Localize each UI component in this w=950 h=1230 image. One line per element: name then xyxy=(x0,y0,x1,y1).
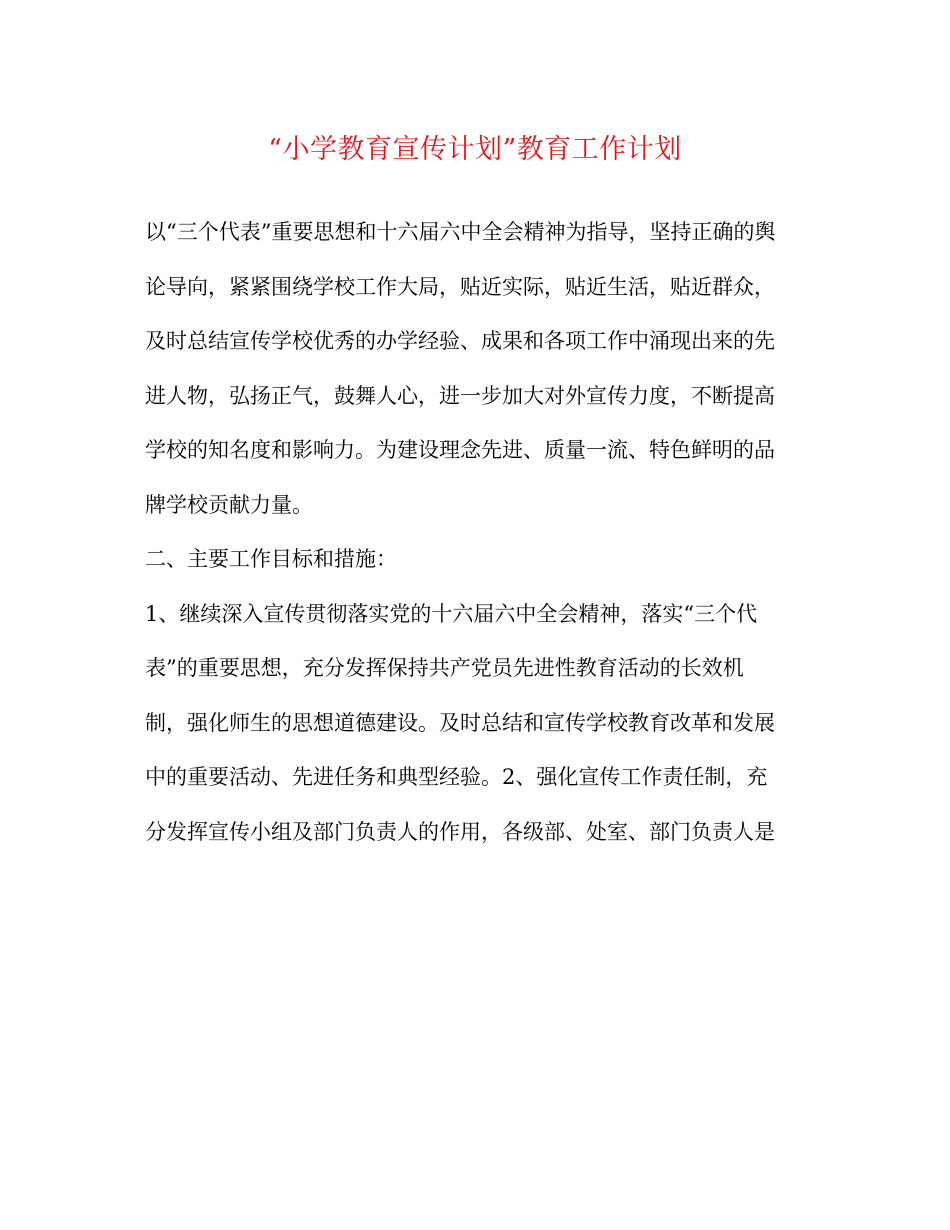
body-line: 论导向，紧紧围绕学校工作大局，贴近实际，贴近生活，贴近群众， xyxy=(145,274,775,299)
body-line: 1、继续深入宣传贯彻落实党的十六届六中全会精神，落实“三个代 xyxy=(145,601,758,626)
body-line: 分发挥宣传小组及部门负责人的作用，各级部、处室、部门负责人是 xyxy=(145,819,775,844)
body-line: 制，强化师生的思想道德建设。及时总结和宣传学校教育改革和发展 xyxy=(145,710,775,735)
body-line: 以“三个代表”重要思想和十六届六中全会精神为指导，坚持正确的舆 xyxy=(145,220,776,244)
body-line: 进人物，弘扬正气，鼓舞人心，进一步加大对外宣传力度，不断提高 xyxy=(145,383,775,408)
body-line: 学校的知名度和影响力。为建设理念先进、质量一流、特色鲜明的品 xyxy=(145,438,775,462)
body-line: 中的重要活动、先进任务和典型经验。2、强化宣传工作责任制，充 xyxy=(145,765,768,789)
document-body xyxy=(145,210,805,864)
body-line: 表”的重要思想，充分发挥保持共产党员先进性教育活动的长效机 xyxy=(145,656,744,680)
body-line: 牌学校贡献力量。 xyxy=(145,492,313,517)
document-title: “小学教育宣传计划”教育工作计划 xyxy=(268,134,682,165)
section-heading: 二、主要工作目标和措施： xyxy=(145,547,397,571)
body-line: 及时总结宣传学校优秀的办学经验、成果和各项工作中涌现出来的先 xyxy=(145,329,775,353)
